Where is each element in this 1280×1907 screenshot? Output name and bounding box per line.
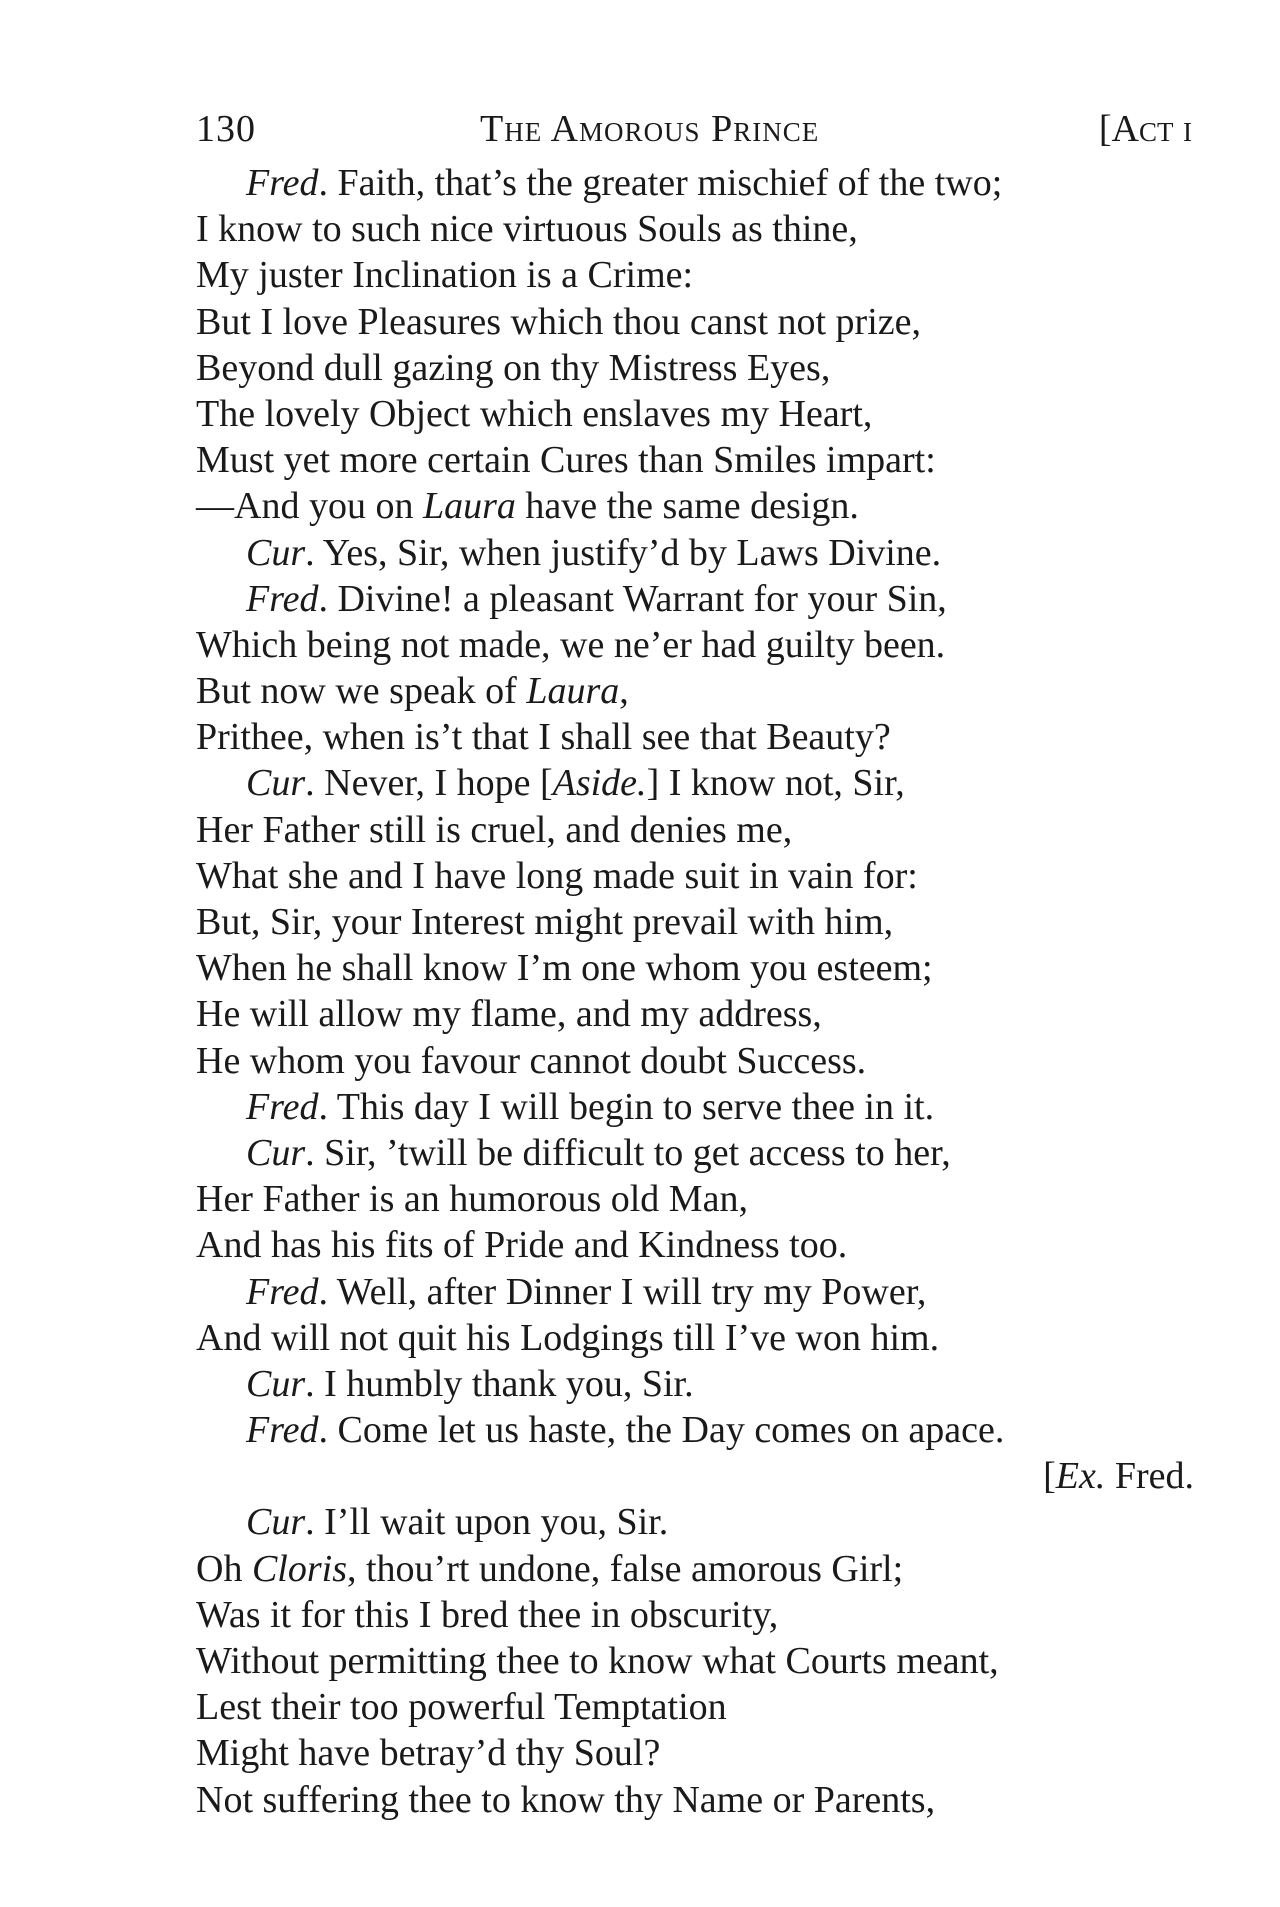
italic-text: Laura bbox=[422, 485, 516, 528]
speaker-name: Fred . bbox=[246, 1271, 337, 1313]
verse-line bbox=[196, 807, 1206, 853]
line-text: have the same design. bbox=[515, 485, 859, 528]
verse-line bbox=[196, 714, 1206, 760]
verse-line bbox=[196, 1592, 1206, 1638]
verse-line bbox=[196, 853, 1206, 899]
line-text: , bbox=[619, 670, 629, 713]
line-text: Lest their too powerful Temptation bbox=[196, 1686, 727, 1729]
line-text: He will allow my flame, and my address, bbox=[196, 993, 822, 1036]
page-number: 130 bbox=[196, 108, 256, 150]
verse-line bbox=[196, 1084, 1206, 1130]
italic-text: Cloris bbox=[251, 1547, 347, 1590]
speaker-name: Cur . bbox=[246, 1132, 324, 1174]
play-text bbox=[196, 160, 1206, 1823]
line-text: —And you on bbox=[196, 485, 423, 528]
line-text: What she and I have long made suit in vain for: bbox=[196, 854, 918, 897]
line-text: I’ll wait upon you, Sir. bbox=[324, 1501, 669, 1544]
verse-line bbox=[196, 299, 1206, 345]
verse-line bbox=[196, 1546, 1206, 1592]
line-text: The lovely Object which enslaves my Heart, bbox=[196, 392, 873, 435]
verse-line bbox=[196, 668, 1206, 714]
line-text: But, Sir, your Interest might prevail with him, bbox=[196, 901, 894, 943]
verse-line bbox=[196, 1315, 1206, 1361]
verse-line bbox=[196, 899, 1206, 945]
speaker-name: Cur . bbox=[246, 762, 324, 804]
line-text: And has his fits of Pride and Kindness too. bbox=[196, 1224, 848, 1267]
verse-line bbox=[196, 1407, 1206, 1453]
line-text: Might have betray’d thy Soul? bbox=[196, 1732, 661, 1775]
speaker-name: Fred . bbox=[246, 1086, 337, 1128]
speaker-name: Fred . bbox=[246, 162, 337, 204]
stage-direction bbox=[196, 1453, 1206, 1499]
line-text: I know to such nice virtuous Souls as thine, bbox=[196, 208, 858, 251]
italic-text: Aside. bbox=[552, 762, 647, 805]
line-text: Prithee, when is’t that I shall see that Beauty? bbox=[196, 716, 891, 759]
line-text: Without permitting thee to know what Courts meant, bbox=[196, 1640, 999, 1682]
line-text: Her Father is an humorous old Man, bbox=[196, 1178, 748, 1221]
verse-line bbox=[196, 991, 1206, 1037]
line-text: Fred. bbox=[1105, 1455, 1194, 1498]
verse-line bbox=[196, 530, 1206, 576]
line-text: Beyond dull gazing on thy Mistress Eyes, bbox=[196, 346, 831, 389]
line-text: Divine! a pleasant Warrant for your Sin, bbox=[337, 577, 947, 620]
verse-line bbox=[196, 483, 1206, 529]
speaker-name: Fred . bbox=[246, 1409, 337, 1451]
verse-line bbox=[196, 252, 1206, 298]
line-text: [ bbox=[1043, 1455, 1056, 1498]
speaker-name: Fred . bbox=[246, 578, 337, 620]
italic-text: Ex. bbox=[1055, 1455, 1106, 1498]
line-text: And will not quit his Lodgings till I’ve won him. bbox=[196, 1316, 940, 1359]
line-text: Not suffering thee to know thy Name or Parents, bbox=[196, 1778, 936, 1821]
line-text: When he shall know I’m one whom you esteem; bbox=[196, 947, 933, 990]
verse-line bbox=[196, 1499, 1206, 1545]
verse-line bbox=[196, 1176, 1206, 1222]
verse-line bbox=[196, 1222, 1206, 1268]
verse-line bbox=[196, 437, 1206, 483]
verse-line bbox=[196, 1130, 1206, 1176]
verse-line bbox=[196, 345, 1206, 391]
line-text: Which being not made, we ne’er had guilty been. bbox=[196, 623, 946, 666]
verse-line bbox=[196, 760, 1206, 806]
speaker-name: Cur . bbox=[246, 1363, 324, 1405]
line-text: Oh bbox=[196, 1547, 252, 1590]
running-head bbox=[196, 104, 1192, 154]
line-text: Must yet more certain Cures than Smiles impart: bbox=[196, 439, 936, 482]
line-text: Faith, that’s the greater mischief of the two; bbox=[337, 162, 1003, 204]
verse-line bbox=[196, 945, 1206, 991]
verse-line bbox=[196, 206, 1206, 252]
line-text: Her Father still is cruel, and denies me, bbox=[196, 808, 793, 851]
line-text: But I love Pleasures which thou canst not prize, bbox=[196, 300, 922, 343]
line-text: Well, after Dinner I will try my Power, bbox=[336, 1270, 927, 1313]
verse-line bbox=[196, 160, 1206, 206]
verse-line bbox=[196, 1730, 1206, 1776]
line-text: This day I will begin to serve thee in it. bbox=[336, 1085, 935, 1128]
speaker-name: Cur . bbox=[246, 532, 323, 574]
italic-text: Laura bbox=[526, 670, 620, 713]
verse-line bbox=[196, 622, 1206, 668]
line-text: My juster Inclination is a Crime: bbox=[196, 254, 694, 297]
line-text: Yes, Sir, when justify’d by Laws Divine. bbox=[322, 531, 942, 574]
verse-line bbox=[196, 1638, 1206, 1684]
verse-line bbox=[196, 1038, 1206, 1084]
book-title: The Amorous Prince bbox=[480, 108, 820, 150]
line-text: Come let us haste, the Day comes on apace. bbox=[337, 1409, 1005, 1452]
line-text: , thou’rt undone, false amorous Girl; bbox=[347, 1547, 904, 1590]
verse-line bbox=[196, 576, 1206, 622]
speaker-name: Cur . bbox=[246, 1501, 324, 1543]
line-text: Sir, ’twill be difficult to get access to her, bbox=[324, 1131, 951, 1174]
line-text: Never, I hope [ bbox=[324, 762, 553, 805]
line-text: Was it for this I bred thee in obscurity, bbox=[196, 1593, 779, 1636]
verse-line bbox=[196, 1361, 1206, 1407]
act-label: [Act i bbox=[1098, 108, 1192, 150]
line-text: I humbly thank you, Sir. bbox=[324, 1362, 694, 1405]
verse-line bbox=[196, 1684, 1206, 1730]
verse-line bbox=[196, 391, 1206, 437]
line-text: ] I know not, Sir, bbox=[646, 762, 905, 805]
verse-line bbox=[196, 1269, 1206, 1315]
line-text: He whom you favour cannot doubt Success. bbox=[196, 1039, 867, 1082]
line-text: But now we speak of bbox=[196, 670, 527, 713]
verse-line bbox=[196, 1777, 1206, 1823]
